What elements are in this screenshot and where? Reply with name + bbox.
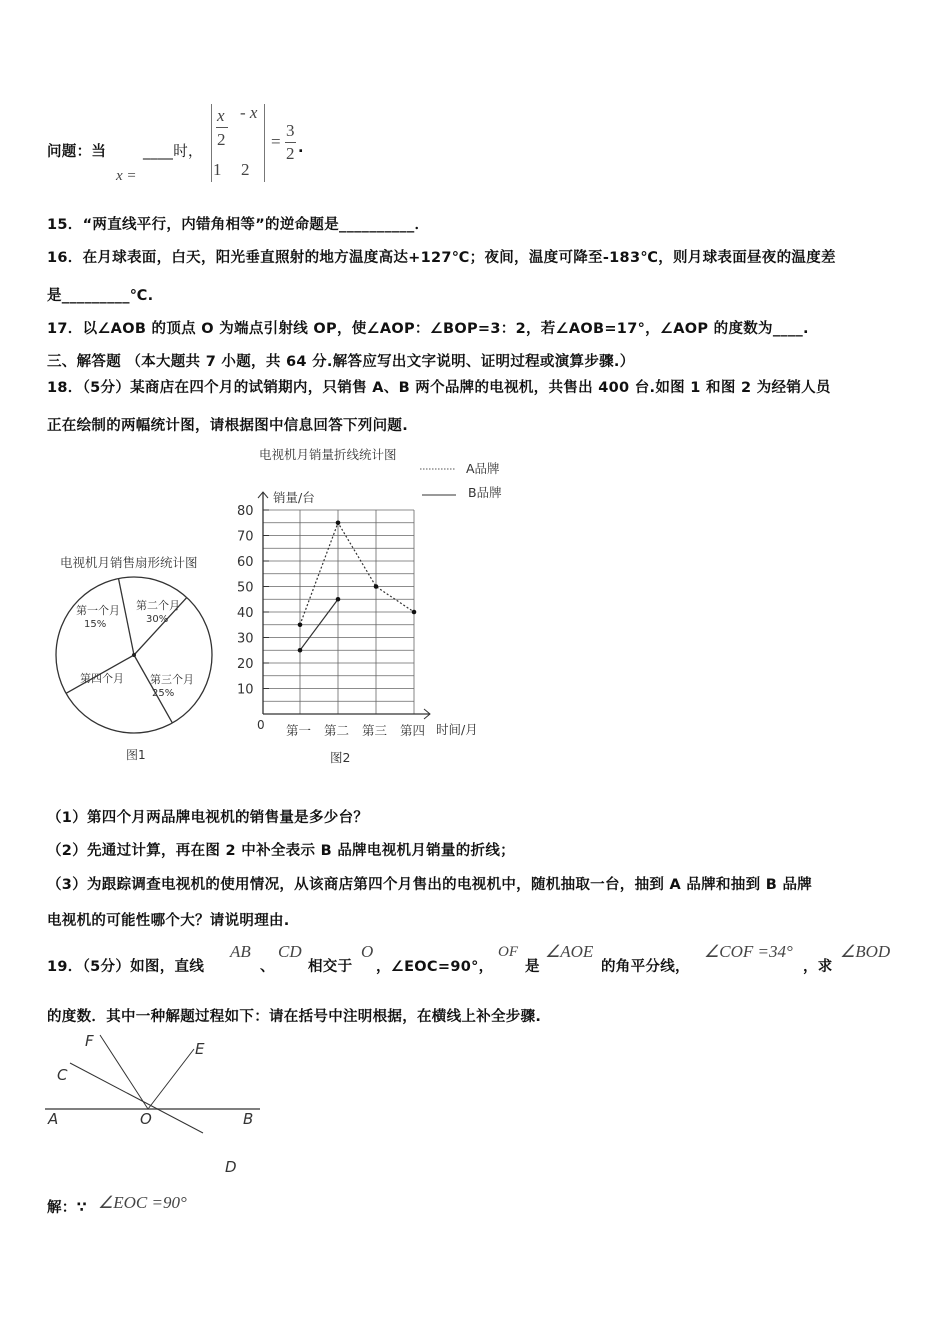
x-tick-label: 第一 [286, 723, 312, 738]
pie-pct-1: 15% [84, 619, 107, 630]
data-point-a [336, 520, 341, 525]
frac-num: 3 [286, 121, 295, 140]
q14-x-eq: x = [116, 168, 137, 184]
y-tick-label: 80 [237, 504, 254, 519]
q19-cd: CD [278, 942, 302, 961]
det-m12: - x [240, 103, 258, 122]
q14-blank: ____时， [143, 144, 203, 160]
q18-sub2: （2）先通过计算，再在图 2 中补全表示 B 品牌电视机月销量的折线； [47, 843, 515, 859]
q18-sub3-line1: （3）为跟踪调查电视机的使用情况，从该商店第四个月售出的电视机中，随机抽取一台，抽到 A 品牌和抽到 B 品牌 [47, 877, 813, 893]
data-point-b [336, 597, 341, 602]
label-a: A [48, 1110, 59, 1128]
label-e: E [195, 1040, 205, 1058]
pie-slice-boundary [119, 579, 134, 655]
q19-text: 相交于 [308, 959, 353, 975]
pie-caption: 图1 [126, 748, 146, 762]
line-chart [237, 447, 502, 765]
q19-ab: AB [230, 942, 251, 961]
q18-sub1: （1）第四个月两品牌电视机的销售量是多少台？ [47, 810, 369, 826]
data-point-a [298, 622, 303, 627]
q18-line2: 正在绘制的两幅统计图，请根据图中信息回答下列问题. [47, 418, 409, 434]
eq-sign: = [271, 132, 281, 151]
line-caption: 图2 [330, 750, 351, 765]
frac-den: 2 [286, 144, 295, 163]
y-tick-label: 20 [237, 657, 254, 672]
section3-heading: 三、解答题 （本大题共 7 小题，共 64 分.解答应写出文字说明、证明过程或演算步骤.） [47, 354, 635, 370]
det-m11: x [217, 106, 225, 125]
q19-bod: ∠BOD [840, 942, 891, 961]
x-tick-label: 第四 [400, 723, 426, 738]
q18-sub3-line2: 电视机的可能性哪个大？请说明理由. [47, 913, 290, 929]
data-point-a [374, 584, 379, 589]
ray-oe [148, 1049, 194, 1109]
y-tick-label: 50 [237, 580, 254, 596]
y-tick-label: 60 [237, 555, 254, 570]
q19-of: OF [498, 944, 518, 960]
x-tick-label: 第二 [324, 723, 350, 738]
pie-center [132, 653, 136, 657]
pie-chart [56, 555, 212, 762]
label-o: O [140, 1110, 152, 1128]
det-m21: 1 [213, 160, 222, 179]
legend-b-label: B品牌 [468, 485, 502, 500]
pie-pct-3: 25% [152, 688, 175, 699]
legend-a-label: A品牌 [466, 461, 500, 476]
q16-line2: 是_________℃. [47, 288, 154, 304]
q18-line1: 18．（5分）某商店在四个月的试销期内，只销售 A、B 两个品牌的电视机，共售出 400 台.如图 1 和图 2 为经销人员 [47, 380, 831, 396]
q19-geometry-figure [40, 1030, 280, 1180]
q17: 17．以∠AOB 的顶点 O 为端点引射线 OP，使∠AOP：∠BOP=3：2，若∠AOB=17°，∠AOP 的度数为____. [47, 321, 809, 337]
pie-label-1: 第一个月 [76, 604, 120, 617]
q19-cof: ∠COF =34° [704, 942, 793, 961]
x-axis-label: 时间/月 [436, 722, 478, 737]
q19-aoe: ∠AOE [545, 942, 594, 961]
ray-of [100, 1035, 148, 1109]
label-f: F [85, 1032, 94, 1050]
det-m11-den: 2 [217, 130, 226, 149]
pie-title: 电视机月销售扇形统计图 [60, 555, 198, 570]
origin-label: 0 [257, 718, 265, 732]
label-b: B [243, 1110, 254, 1128]
y-tick-label: 10 [237, 682, 254, 698]
q14-prefix: 问题：当 [47, 144, 107, 160]
q19-text: ，∠EOC=90°， [376, 959, 494, 975]
pie-label-3: 第三个月 [150, 673, 194, 686]
q19-text: 、 [260, 959, 275, 975]
y-axis-label: 销量/台 [273, 490, 315, 505]
q19-text: 是 [525, 959, 540, 975]
y-tick-label: 30 [237, 631, 254, 647]
y-tick-label: 70 [237, 529, 254, 545]
q16-line1: 16．在月球表面，白天，阳光垂直照射的地方温度高达+127℃；夜间，温度可降至-183℃，则月球表面昼夜的温度差 [47, 250, 836, 266]
y-tick-label: 40 [237, 606, 254, 621]
q15: 15．“两直线平行，内错角相等”的逆命题是__________． [47, 217, 430, 233]
x-tick-label: 第三 [362, 723, 388, 738]
line-cd [70, 1063, 203, 1133]
q19-text: ，求 [803, 959, 833, 975]
solution-expr: ∠EOC =90° [98, 1193, 187, 1212]
period: . [298, 140, 304, 156]
q19-o: O [361, 942, 374, 961]
label-c: C [57, 1066, 68, 1084]
q19-text: 19．（5分）如图，直线 [47, 959, 205, 975]
q19-text: 的角平分线， [601, 959, 690, 975]
q19-line2: 的度数．其中一种解题过程如下：请在括号中注明根据，在横线上补全步骤. [47, 1009, 542, 1025]
det-m22: 2 [241, 160, 250, 179]
pie-label-2: 第二个月 [136, 599, 180, 612]
data-point-a [412, 610, 417, 615]
solution-label: 解：∵ [47, 1200, 87, 1216]
label-d: D [225, 1158, 237, 1176]
line-title: 电视机月销量折线统计图 [259, 447, 397, 462]
pie-label-4: 第四个月 [80, 672, 124, 685]
pie-pct-2: 30% [146, 614, 169, 625]
data-point-b [298, 648, 303, 653]
